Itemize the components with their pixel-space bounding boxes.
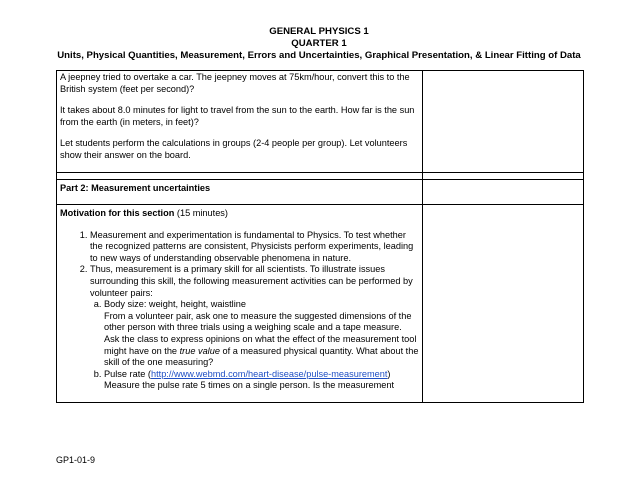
section-heading-cell <box>57 180 423 205</box>
empty-cell <box>423 173 584 180</box>
table-row <box>57 71 584 173</box>
doc-topic: Units, Physical Quantities, Measurement, Errors and Uncertainties, Graphical Presentation, & Linear Fitting of Data <box>57 50 581 61</box>
table-row <box>57 205 584 403</box>
content-cell <box>57 71 423 173</box>
table-row <box>57 173 584 180</box>
list-item: 1. Measurement and experimentation is fundamental to Physics. To test whether the recognized patterns are consistent, Physicists perform experiments, leading to new ways of understanding observable phenomena in nature. <box>90 230 419 265</box>
motivation-list <box>60 230 419 392</box>
empty-cell <box>57 173 423 180</box>
lesson-table <box>56 70 584 403</box>
content-cell <box>57 205 423 403</box>
notes-cell <box>423 71 584 173</box>
list-item: a. Body size: weight, height, waistline From a volunteer pair, ask one to measure the suggested dimensions of the other person with three trials using a weighing scale and a tape measure. Ask the class to express opinions on what the effect of the measurement tool might have on the true value of a measured physical quantity. What about the skill of the one measuring? <box>104 299 419 369</box>
activity-list <box>90 299 419 392</box>
empty-cell <box>423 180 584 205</box>
notes-cell <box>423 205 584 403</box>
instruction-groups: Let students perform the calculations in groups (2-4 people per group). Let volunteers show their answer on the board. <box>60 138 408 160</box>
list-item: 2. Thus, measurement is a primary skill for all scientists. To illustrate issues surrounding this skill, the following measurement activities can be performed by volunteer pairs: a. Body size: weight, height, waistline From a volunteer pair, ask one to measure the suggested dimensions of the other person with three trials using a weighing scale and a tape measure. Ask the class to express opinions on what the effect of the measurement tool might have on the true value of a measured physical quantity. What about the skill of the one measuring? b. Pulse rate (http://www.webmd.com/heart-disease/pulse-measurement) Measure the pulse rate 5 times on a single person. Is the measurement <box>90 264 419 392</box>
document-header <box>0 26 638 62</box>
table-row <box>57 180 584 205</box>
motivation-heading: Motivation for this section (15 minutes) <box>60 208 228 218</box>
doc-subtitle: QUARTER 1 <box>291 38 347 49</box>
list-item: b. Pulse rate (http://www.webmd.com/heart-disease/pulse-measurement) Measure the pulse rate 5 times on a single person. Is the measurement <box>104 369 419 392</box>
problem-light: It takes about 8.0 minutes for light to travel from the sun to the earth. How far is the sun from the earth (in meters, in feet)? <box>60 105 415 127</box>
doc-title: GENERAL PHYSICS 1 <box>269 26 369 37</box>
problem-jeepney: A jeepney tried to overtake a car. The jeepney moves at 75km/hour, convert this to the British system (feet per second)? <box>60 72 410 94</box>
section-heading: Part 2: Measurement uncertainties <box>60 183 211 193</box>
page-code: GP1-01-9 <box>56 455 96 465</box>
pulse-measurement-link[interactable]: http://www.webmd.com/heart-disease/pulse-measurement <box>150 368 388 379</box>
